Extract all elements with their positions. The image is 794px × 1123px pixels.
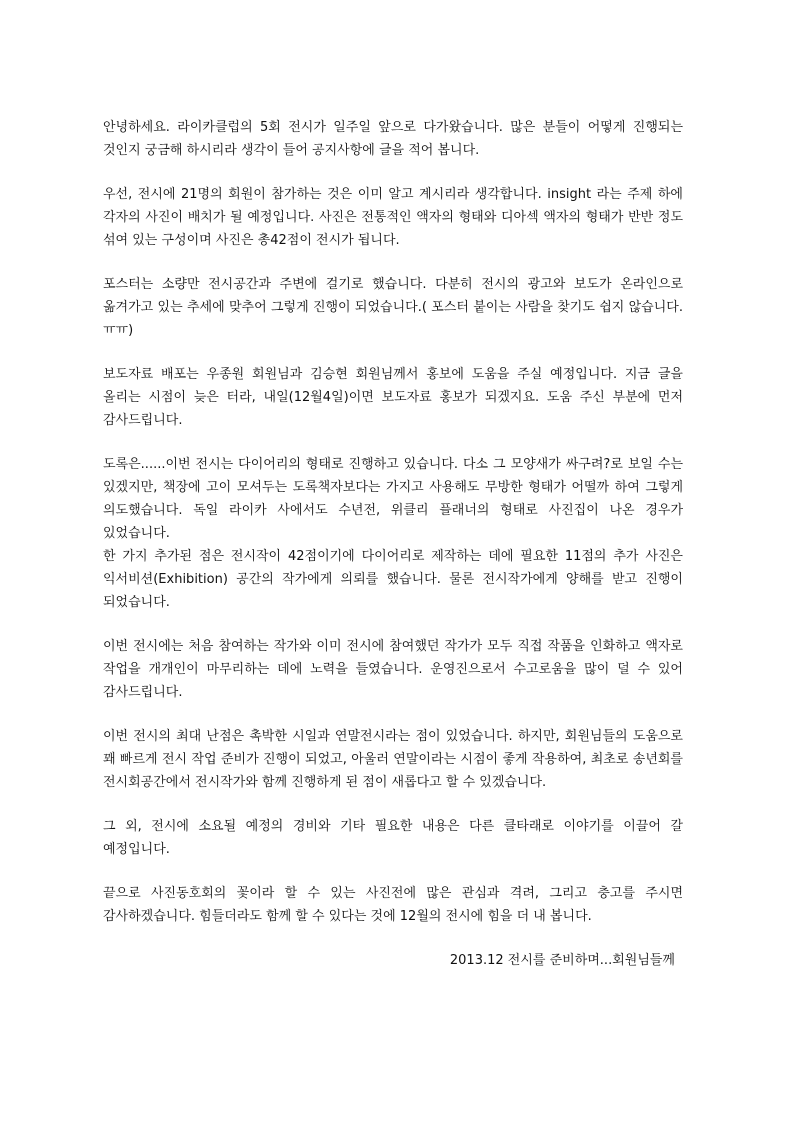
signature-line: 2013.12 전시를 준비하며...회원님들께	[449, 953, 675, 968]
paragraph-artists: 이번 전시에는 처음 참여하는 작가와 이미 전시에 참여했던 작가가 모두 직접 작품을 인화하고 액자로 작업을 개개인이 마무리하는 데에 노력을 들였습니다. 운영진으로서 수고로움을 많이 덜 수 있어 감사드립니다.	[103, 639, 683, 700]
paragraph-greeting: 안녕하세요. 라이카클럽의 5회 전시가 일주일 앞으로 다가왔습니다. 많은 분들이 어떻게 진행되는 것인지 궁금해 하시리라 생각이 들어 공지사항에 글을 적어 봅니다.	[103, 120, 683, 158]
paragraph-expenses: 그 외, 전시에 소요될 예정의 경비와 기타 필요한 내용은 다른 클타래로 이야기를 이끌어 갈 예정입니다.	[103, 819, 683, 857]
paragraph-difficulties: 이번 전시의 최대 난점은 촉박한 시일과 연말전시라는 점이 있었습니다. 하지만, 회원님들의 도움으로 꽤 빠르게 전시 작업 준비가 진행이 되었고, 아울러 연말이라는 시점이 좋게 작용하여, 최초로 송년회를 전시회공간에서 전시작가와 함께 진행하게 된 점이 새롭다고 할 수 있겠습니다.	[103, 729, 683, 790]
paragraph-closing: 끝으로 사진동호회의 꽃이라 할 수 있는 사진전에 많은 관심과 격려, 그리고 충고를 주시면 감사하겠습니다. 힘들더라도 함께 할 수 있다는 것에 12월의 전시에 힘을 더 내 봅니다.	[103, 886, 683, 924]
paragraph-poster: 포스터는 소량만 전시공간과 주변에 걸기로 했습니다. 다분히 전시의 광고와 보도가 온라인으로 옮겨가고 있는 추세에 맞추어 그렇게 진행이 되었습니다.( 포스터 붙이는 사람을 찾기도 쉽지 않습니다.ㅠㅠ)	[103, 277, 683, 338]
paragraph-catalog: 도록은......이번 전시는 다이어리의 형태로 진행하고 있습니다. 다소 그 모양새가 싸구려?로 보일 수는 있겠지만, 책장에 고이 모셔두는 도록책자보다는 가지고 사용해도 무방한 형태가 어떨까 하여 그렇게 의도했습니다. 독일 라이카 사에서도 수년전, 위클리 플래너의 형태로 사진집이 나온 경우가 있었습니다.	[103, 457, 683, 541]
document-body	[103, 116, 683, 972]
paragraph-additional-photos: 한 가지 추가된 점은 전시작이 42점이기에 다이어리로 제작하는 데에 필요한 11점의 추가 사진은 익서비션(Exhibition) 공간의 작가에게 의뢰를 했습니다. 물론 전시작가에게 양해를 받고 진행이 되었습니다.	[103, 549, 683, 610]
paragraph-participants: 우선, 전시에 21명의 회원이 참가하는 것은 이미 알고 계시리라 생각합니다. insight 라는 주제 하에 각자의 사진이 배치가 될 예정입니다. 사진은 전통적인 액자의 형태와 디아섹 액자의 형태가 반반 정도 섞여 있는 구성이며 사진은 총42점이 전시가 됩니다.	[103, 187, 683, 248]
paragraph-press: 보도자료 배포는 우종원 회원님과 김승현 회원님께서 홍보에 도움을 주실 예정입니다. 지금 글을 올리는 시점이 늦은 터라, 내일(12월4일)이면 보도자료 홍보가 되겠지요. 도움 주신 부분에 먼저 감사드립니다.	[103, 367, 683, 428]
